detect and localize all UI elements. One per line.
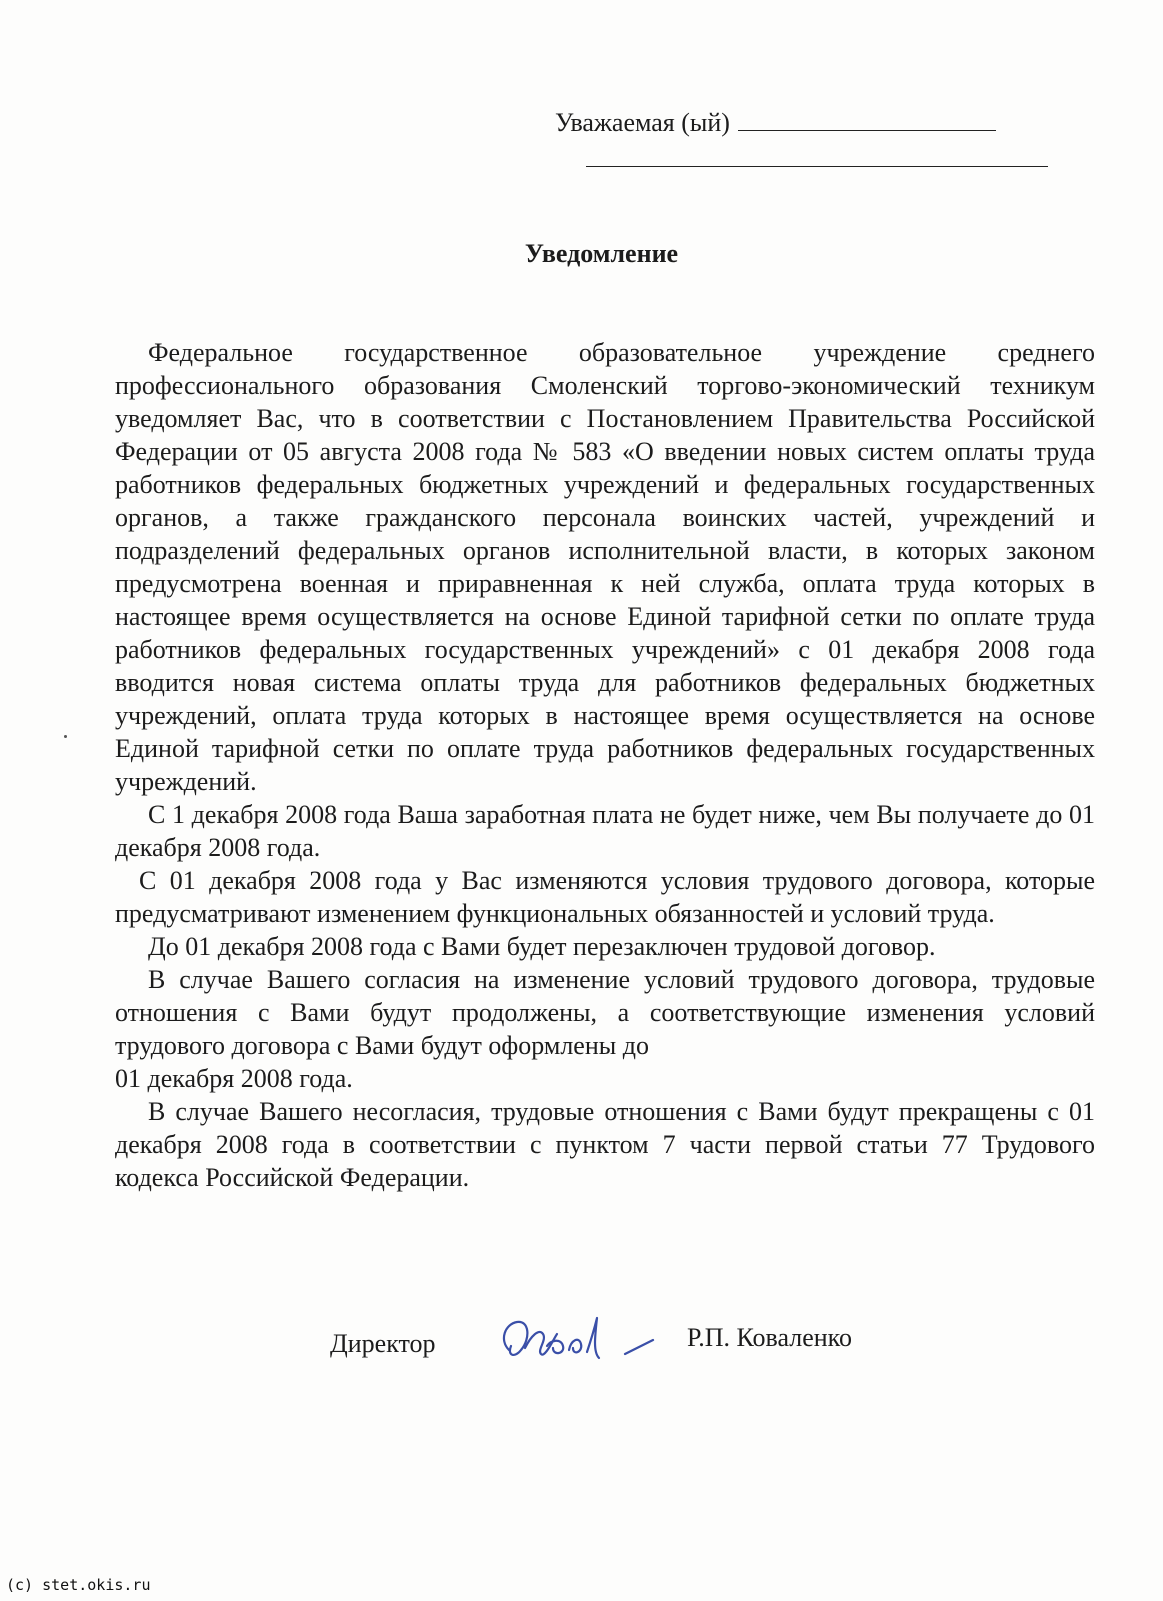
paragraph-consent: В случае Вашего согласия на изменение условий трудового договора, трудовые отношения с Вами будут продолжены, а соответствующие изменения условий трудового договора с Вами будут оформлены до [115, 965, 1095, 1060]
paragraph-conditions-change: С 01 декабря 2008 года у Вас изменяются условия трудового договора, которые предусматривают изменением функциональных обязанностей и условий труда. [115, 866, 1095, 928]
paragraph-main: Федеральное государственное образовательное учреждение среднего профессионального образования Смоленский торгово-экономический техникум уведомляет Вас, что в соответствии с Постановлением Правительства Российской Федерации от 05 августа 2008 года № 583 «О введении новых систем оплаты труда работников федеральных бюджетных учреждений и федеральных государственных органов, а также гражданского персонала воинских частей, учреждений и подразделений федеральных органов исполнительной власти, в которых законом предусмотрена военная и приравненная к ней служба, оплата труда которых в настоящее время осуществляется на основе Единой тарифной сетки по оплате труда работников федеральных государственных учреждений» с 01 декабря 2008 года вводится новая система оплаты труда для работников федеральных бюджетных учреждений, оплата труда которых в настоящее время осуществляется на основе Единой тарифной сетки по оплате труда работников федеральных государственных учреждений. [115, 338, 1095, 796]
paragraph-new-contract: До 01 декабря 2008 года с Вами будет перезаключен трудовой договор. [148, 932, 936, 961]
salutation-text: Уважаемая (ый) [555, 108, 730, 137]
signer-position: Директор [330, 1329, 436, 1358]
handwritten-signature [495, 1310, 670, 1372]
document-body [115, 336, 1095, 1194]
paragraph-salary: С 1 декабря 2008 года Ваша заработная плата не будет ниже, чем Вы получаете до 01 декабря 2008 года. [115, 800, 1095, 862]
recipient-second-blank [586, 166, 1048, 167]
salutation [555, 104, 996, 140]
footer-watermark: (c) stet.okis.ru [6, 1576, 151, 1594]
paragraph-disagreement: В случае Вашего несогласия, трудовые отношения с Вами будут прекращены с 01 декабря 2008 года в соответствии с пунктом 7 части первой статьи 77 Трудового кодекса Российской Федерации. [115, 1097, 1095, 1192]
scan-speck [64, 735, 67, 738]
recipient-name-blank [738, 104, 996, 131]
signer-name: Р.П. Коваленко [687, 1323, 852, 1352]
signature-block [330, 1318, 930, 1368]
paragraph-consent-date: 01 декабря 2008 года. [115, 1064, 353, 1093]
document-title: Уведомление [524, 239, 679, 268]
